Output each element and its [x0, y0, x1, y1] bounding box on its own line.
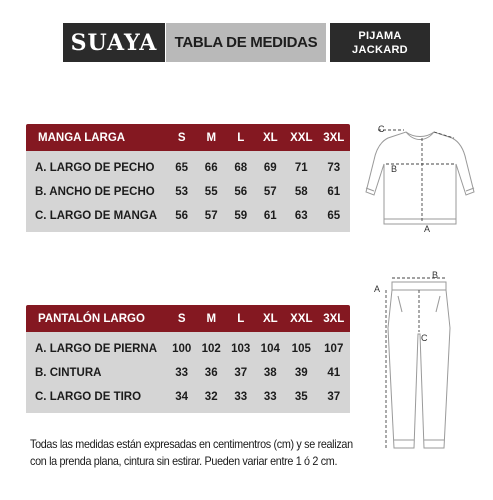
measurement-note — [30, 436, 439, 470]
table-cell: 57 — [204, 210, 218, 222]
table-cell: 57 — [263, 186, 277, 198]
note-line-1: Todas las medidas están expresadas en centimentros (cm) y se realizan — [30, 438, 353, 451]
page-title-text: TABLA DE MEDIDAS — [174, 34, 318, 51]
row-label: B. ANCHO DE PECHO — [35, 186, 155, 198]
table-row — [26, 156, 350, 180]
shirt-label-a: A — [424, 224, 431, 234]
table-cell: 69 — [263, 162, 277, 174]
pants-table-body — [26, 332, 350, 413]
table-cell: 100 — [172, 343, 192, 355]
row-label: A. LARGO DE PIERNA — [35, 343, 158, 355]
product-name-line1: PIJAMA — [358, 29, 402, 42]
shirt-measure-lines — [378, 130, 454, 222]
size-header: XL — [262, 131, 278, 144]
brand-name: SUAYA — [70, 29, 158, 56]
table-cell: 33 — [263, 391, 277, 403]
table-cell: 39 — [294, 367, 308, 379]
table-cell: 61 — [263, 210, 277, 222]
table-cell: 71 — [294, 162, 308, 174]
pants-size-table — [26, 305, 350, 413]
size-header: L — [237, 312, 245, 325]
row-label: C. LARGO DE TIRO — [35, 391, 142, 403]
table-cell: 56 — [234, 186, 248, 198]
size-header: XXL — [290, 131, 313, 144]
shirt-label-b: B — [391, 164, 398, 174]
table-cell: 66 — [204, 162, 218, 174]
shirt-outline — [366, 132, 474, 224]
table-cell: 37 — [234, 367, 248, 379]
row-label: A. LARGO DE PECHO — [35, 162, 155, 174]
size-header: XXL — [290, 312, 313, 325]
table-row — [26, 361, 350, 385]
table-cell: 33 — [175, 367, 189, 379]
table-cell: 58 — [294, 186, 308, 198]
table-cell: 73 — [327, 162, 341, 174]
table-cell: 35 — [294, 391, 308, 403]
table-cell: 68 — [234, 162, 248, 174]
table-cell: 38 — [263, 367, 277, 379]
size-header: 3XL — [323, 312, 345, 325]
product-name — [330, 23, 430, 62]
table-cell: 102 — [201, 343, 221, 355]
pants-label-b: B — [432, 270, 439, 280]
table-cell: 105 — [291, 343, 311, 355]
table-row — [26, 180, 350, 204]
size-header: M — [206, 312, 217, 325]
size-header: XL — [262, 312, 278, 325]
note-line-2: con la prenda plana, cintura sin estirar. Pueden variar entre 1 ó 2 cm. — [30, 455, 338, 468]
shirt-table-body — [26, 151, 350, 232]
size-header: S — [177, 312, 186, 325]
table-cell: 37 — [327, 391, 341, 403]
table-cell: 36 — [204, 367, 218, 379]
size-header: L — [237, 131, 245, 144]
table-cell: 103 — [231, 343, 251, 355]
pants-table-title: PANTALÓN LARGO — [38, 312, 145, 325]
pants-label-c: C — [421, 333, 428, 343]
table-cell: 55 — [204, 186, 218, 198]
shirt-table-title: MANGA LARGA — [38, 131, 126, 144]
shirt-label-c: C — [378, 124, 385, 134]
shirt-size-table — [26, 124, 350, 232]
shirt-diagram — [360, 118, 480, 238]
pants-diagram — [372, 268, 470, 464]
table-cell: 33 — [234, 391, 248, 403]
page-title — [166, 23, 326, 62]
table-row — [26, 204, 350, 228]
brand-logo — [63, 23, 165, 62]
size-header: 3XL — [323, 131, 345, 144]
row-label: B. CINTURA — [35, 367, 102, 379]
pants-label-a: A — [374, 284, 381, 294]
table-cell: 104 — [260, 343, 280, 355]
table-row — [26, 337, 350, 361]
pants-table-header — [26, 305, 350, 332]
table-row — [26, 385, 350, 409]
size-header: S — [177, 131, 186, 144]
table-cell: 56 — [175, 210, 189, 222]
table-cell: 65 — [327, 210, 341, 222]
table-cell: 41 — [327, 367, 341, 379]
table-cell: 107 — [324, 343, 344, 355]
table-cell: 61 — [327, 186, 341, 198]
pants-measure-lines — [386, 278, 446, 448]
table-cell: 32 — [204, 391, 218, 403]
table-cell: 59 — [234, 210, 248, 222]
table-cell: 65 — [175, 162, 189, 174]
row-label: C. LARGO DE MANGA — [35, 210, 158, 222]
shirt-table-header — [26, 124, 350, 151]
table-cell: 34 — [175, 391, 189, 403]
size-header: M — [206, 131, 217, 144]
table-cell: 53 — [175, 186, 189, 198]
product-name-line2: JACKARD — [352, 43, 408, 56]
table-cell: 63 — [294, 210, 308, 222]
